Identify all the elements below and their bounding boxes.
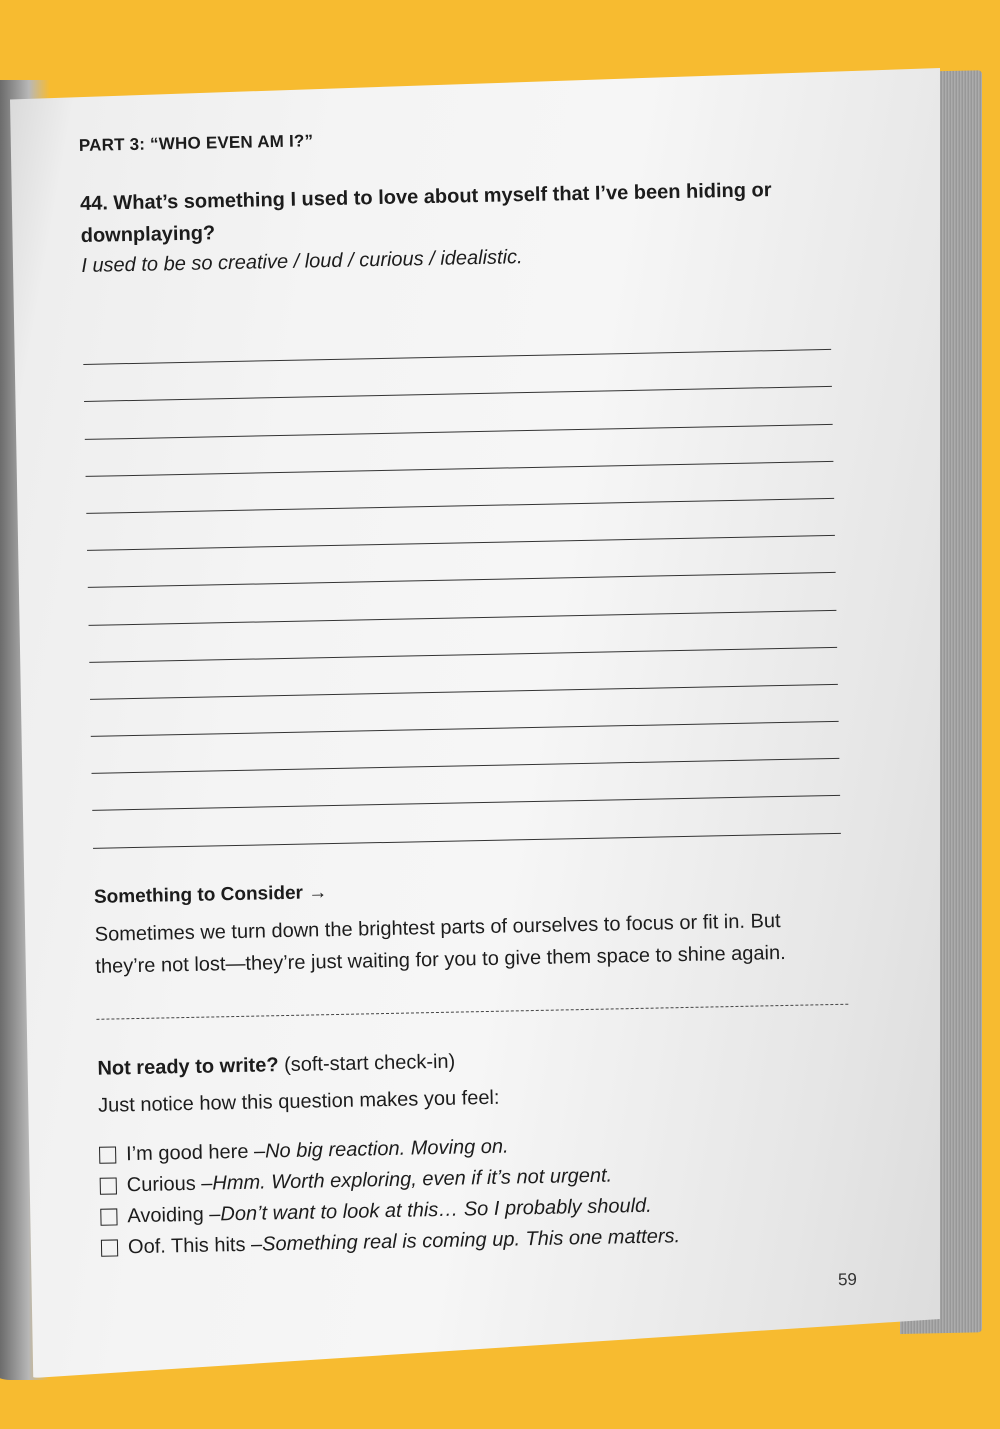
consider-title: Something to Consider → — [93, 881, 328, 908]
option-description: Don’t want to look at this… So I probably should. — [220, 1194, 652, 1225]
checkbox-empty-icon[interactable] — [99, 1146, 116, 1163]
checkin-title — [97, 1042, 877, 1081]
part-title: PART 3: “WHO EVEN AM I?” — [78, 131, 314, 155]
writing-lines — [83, 313, 841, 849]
option-description: Hmm. Worth exploring, even if it’s not urgent. — [212, 1164, 613, 1195]
checkbox-empty-icon[interactable] — [100, 1208, 117, 1225]
question-heading: 44. What’s something I used to love about myself that I’ve been hiding or downplaying? — [79, 179, 772, 247]
option-description: No big reaction. Moving on. — [264, 1135, 509, 1163]
option-description: Something real is coming up. This one matters. — [261, 1224, 681, 1256]
option-label: Curious – — [126, 1172, 213, 1196]
checkbox-empty-icon[interactable] — [100, 1177, 117, 1194]
page-content — [78, 84, 881, 1263]
consider-body: Sometimes we turn down the brightest parts of ourselves to focus or fit in. But they’re not lost—they’re just waiting for you to give them space to shine again. — [94, 909, 786, 978]
checkin-options — [99, 1124, 881, 1264]
option-label: Avoiding – — [127, 1202, 221, 1227]
checkin-title-rest: (soft-start check-in) — [278, 1050, 456, 1076]
checkbox-empty-icon[interactable] — [101, 1239, 118, 1256]
dashed-divider — [96, 1003, 848, 1019]
option-label: I’m good here – — [125, 1140, 266, 1165]
option-label: Oof. This hits – — [127, 1233, 263, 1258]
checkin-title-bold: Not ready to write? — [97, 1053, 279, 1080]
question-example: I used to be so creative / loud / curious / idealistic. — [81, 246, 523, 277]
checkin-intro: Just notice how this question makes you feel: — [97, 1086, 500, 1117]
page-number: 59 — [837, 1269, 858, 1290]
